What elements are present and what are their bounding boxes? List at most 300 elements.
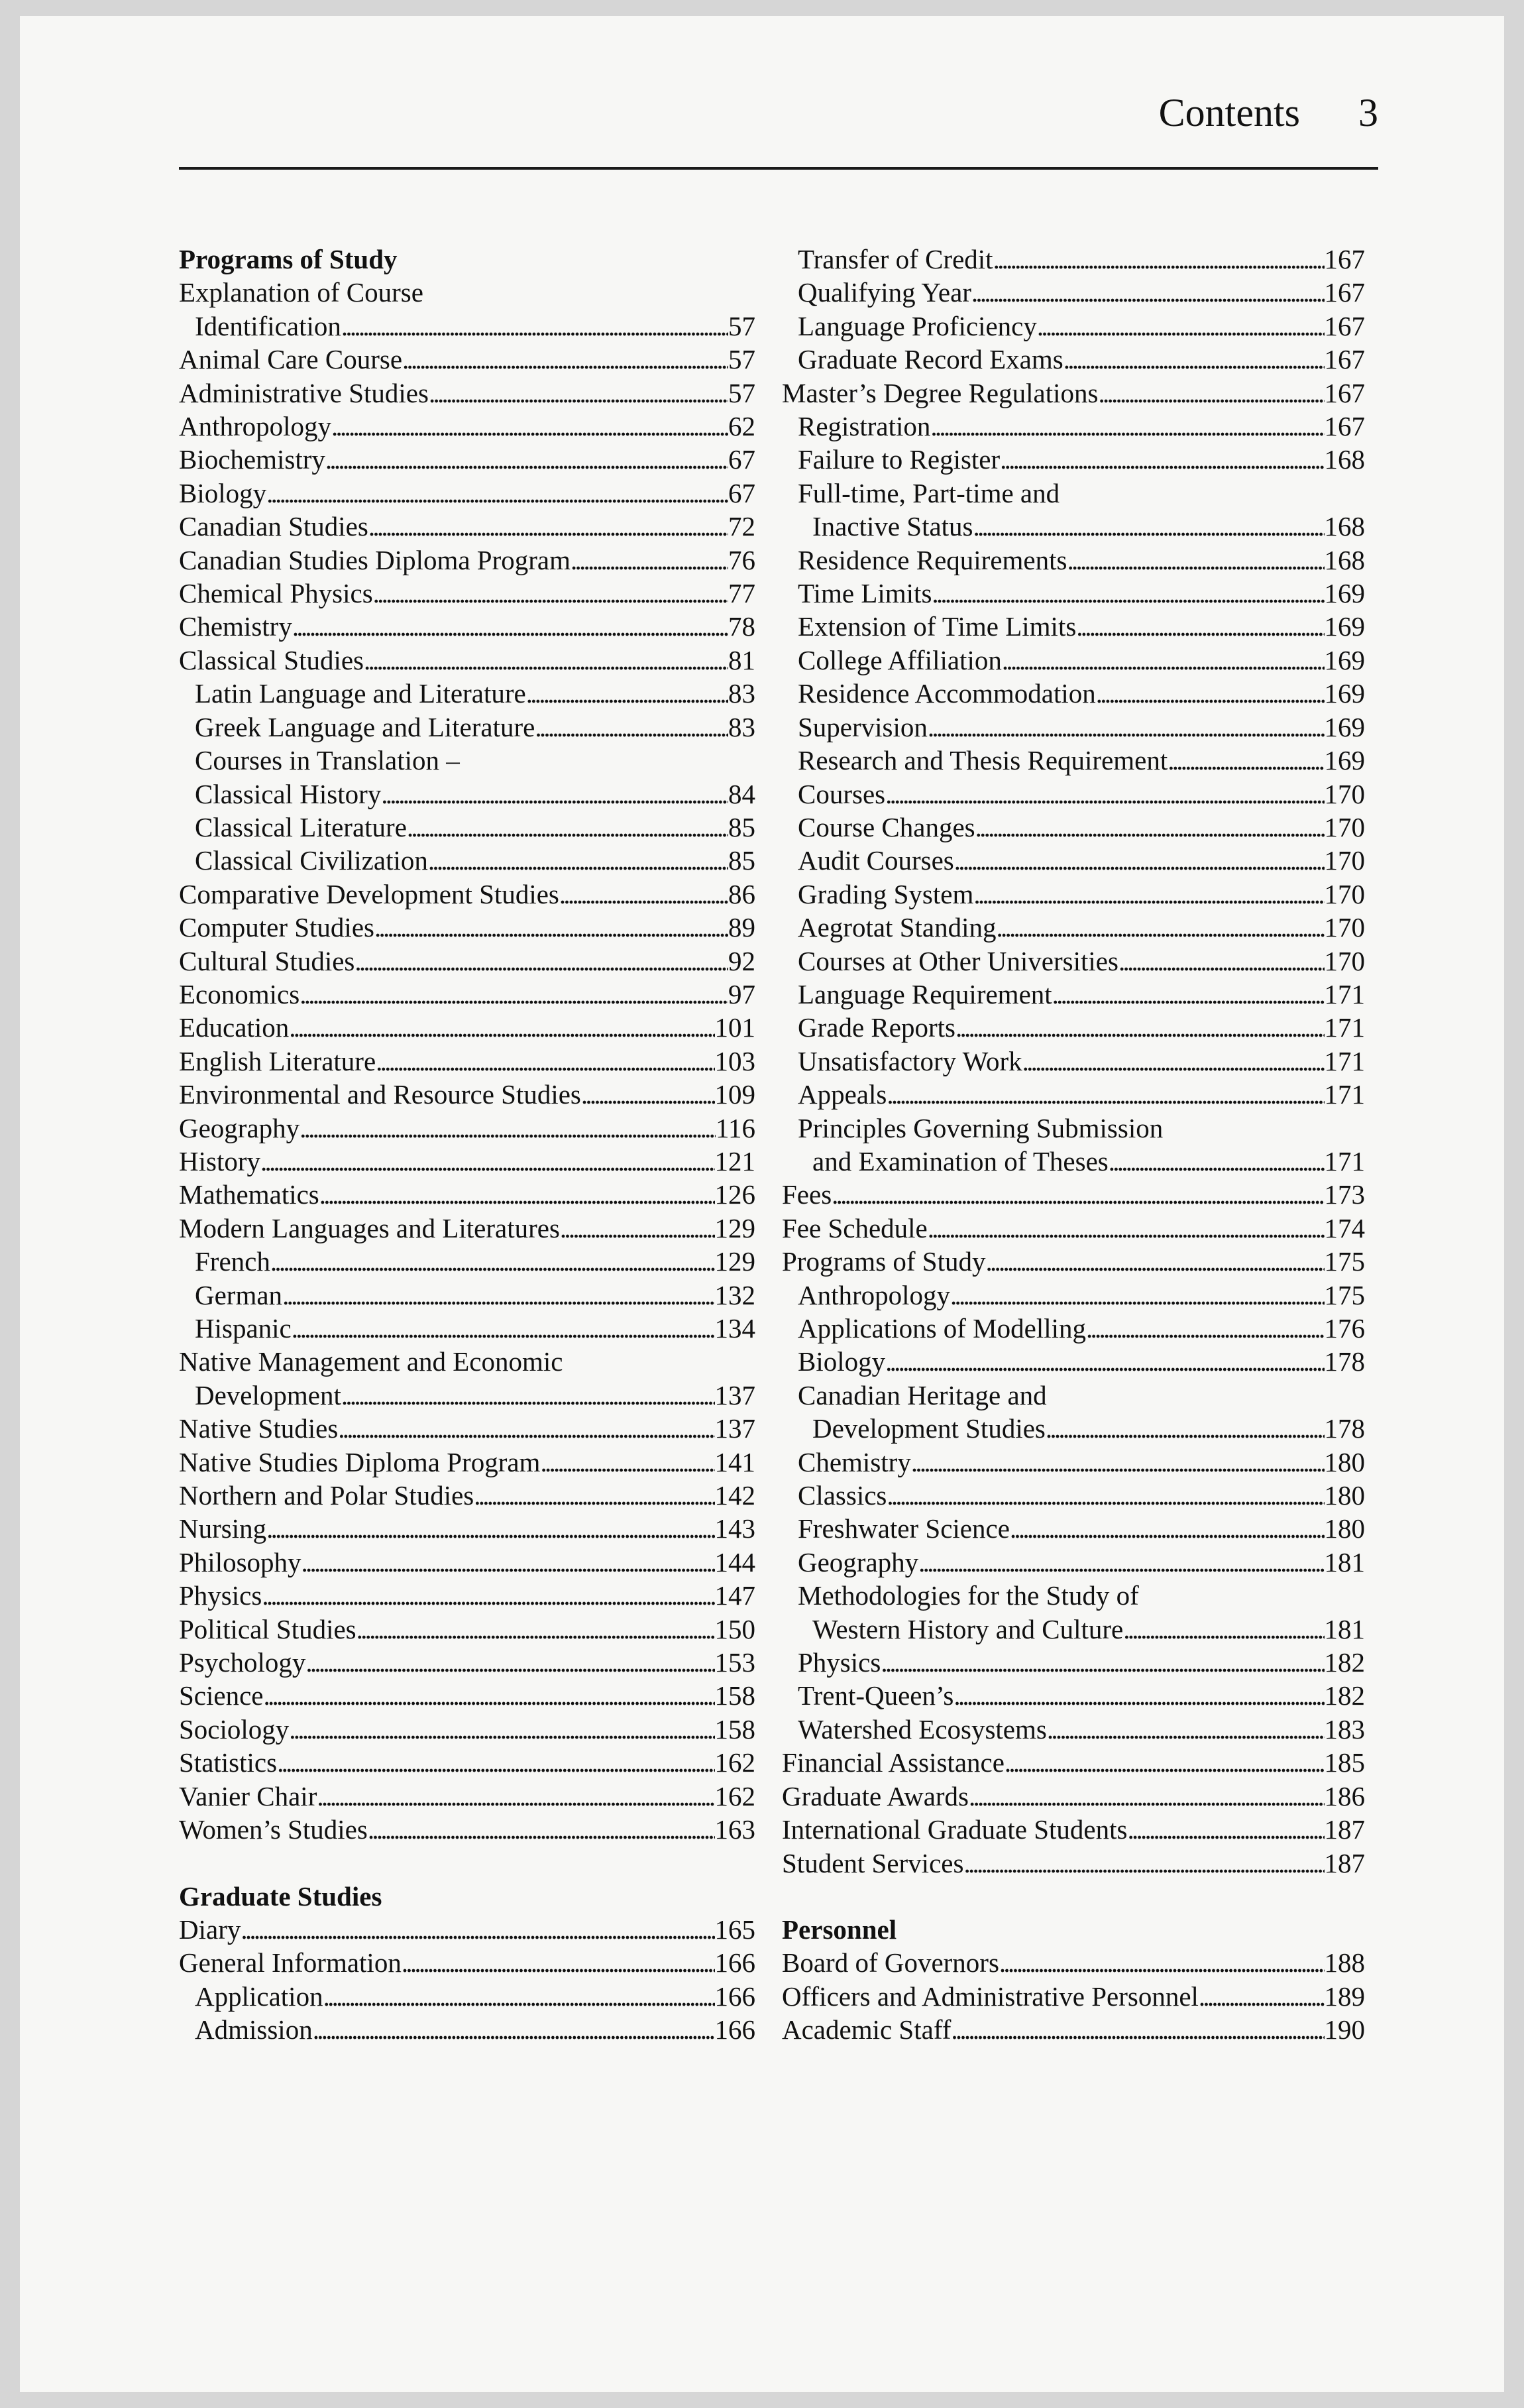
toc-entry-label: Biochemistry bbox=[179, 444, 325, 475]
toc-entry[interactable] bbox=[179, 1279, 755, 1312]
toc-entry[interactable] bbox=[179, 1078, 755, 1111]
toc-entry-page-number: 142 bbox=[714, 1480, 755, 1511]
toc-entry[interactable] bbox=[782, 777, 1365, 811]
toc-entry[interactable] bbox=[179, 1913, 755, 1946]
header-rule bbox=[179, 167, 1378, 170]
toc-entry[interactable] bbox=[782, 744, 1365, 777]
toc-entry[interactable] bbox=[179, 844, 755, 877]
toc-entry[interactable] bbox=[782, 243, 1365, 276]
toc-entry[interactable] bbox=[179, 1512, 755, 1545]
toc-entry[interactable] bbox=[782, 1112, 1365, 1145]
toc-entry-label: Canadian Heritage and bbox=[798, 1379, 1047, 1410]
dot-leader bbox=[540, 1446, 714, 1479]
toc-entry-page-number: 171 bbox=[1324, 1145, 1365, 1176]
toc-entry[interactable] bbox=[782, 1579, 1365, 1612]
toc-entry[interactable] bbox=[782, 1446, 1365, 1479]
dot-leader bbox=[354, 945, 728, 978]
toc-entry[interactable] bbox=[179, 1479, 755, 1512]
toc-entry[interactable] bbox=[782, 1245, 1365, 1278]
toc-entry-page-number: 81 bbox=[728, 644, 755, 675]
toc-entry[interactable] bbox=[179, 410, 755, 443]
toc-entry-page-number: 187 bbox=[1324, 1847, 1365, 1878]
toc-entry-page-number: 141 bbox=[714, 1446, 755, 1477]
toc-entry[interactable] bbox=[179, 1579, 755, 1612]
toc-entry[interactable] bbox=[179, 1312, 755, 1345]
toc-entry[interactable] bbox=[782, 1379, 1365, 1412]
toc-entry[interactable] bbox=[782, 1613, 1365, 1646]
toc-entry-label: Computer Studies bbox=[179, 912, 374, 943]
toc-entry[interactable] bbox=[782, 376, 1365, 410]
toc-entry-page-number: 170 bbox=[1324, 878, 1365, 909]
dot-leader bbox=[282, 1279, 714, 1312]
toc-entry[interactable] bbox=[179, 1946, 755, 1979]
dot-leader bbox=[1109, 1145, 1325, 1178]
dot-leader bbox=[313, 2013, 715, 2046]
toc-entry-label: Anthropology bbox=[179, 411, 332, 442]
toc-entry-label: Trent-Queen’s bbox=[798, 1680, 954, 1711]
toc-entry-page-number: 180 bbox=[1324, 1446, 1365, 1477]
toc-entry[interactable] bbox=[782, 1145, 1365, 1178]
dot-leader bbox=[1063, 343, 1325, 376]
toc-entry[interactable] bbox=[179, 1713, 755, 1746]
toc-entry[interactable] bbox=[179, 544, 755, 577]
toc-entry-page-number: 77 bbox=[728, 578, 755, 609]
dot-leader bbox=[1002, 644, 1325, 677]
toc-entry-label: and Examination of Theses bbox=[812, 1145, 1109, 1176]
toc-entry[interactable] bbox=[179, 1345, 755, 1378]
toc-left-column bbox=[179, 243, 755, 2047]
toc-entry[interactable] bbox=[179, 945, 755, 978]
dot-leader bbox=[368, 1813, 715, 1846]
toc-entry-page-number: 169 bbox=[1324, 745, 1365, 776]
toc-entry-label: Biology bbox=[179, 477, 267, 508]
toc-entry[interactable] bbox=[782, 1980, 1365, 2013]
toc-section-heading: Graduate Studies bbox=[179, 1880, 382, 1912]
toc-entry[interactable] bbox=[782, 410, 1365, 443]
toc-entry-page-number: 57 bbox=[728, 344, 755, 375]
dot-leader bbox=[951, 2013, 1324, 2046]
toc-entry[interactable] bbox=[782, 844, 1365, 877]
toc-entry[interactable] bbox=[782, 644, 1365, 677]
dot-leader bbox=[356, 1613, 715, 1646]
toc-entry-label: International Graduate Students bbox=[782, 1814, 1128, 1845]
toc-entry-label: Explanation of Course bbox=[179, 277, 423, 308]
dot-leader bbox=[1022, 1045, 1325, 1078]
toc-entry-page-number: 67 bbox=[728, 444, 755, 475]
dot-leader bbox=[289, 1713, 714, 1746]
toc-entry[interactable] bbox=[782, 1178, 1365, 1211]
toc-entry-page-number: 137 bbox=[714, 1379, 755, 1410]
toc-entry-label: Women’s Studies bbox=[179, 1814, 368, 1845]
toc-entry-label: Classical Civilization bbox=[195, 845, 428, 876]
dot-leader bbox=[986, 1245, 1325, 1278]
toc-entry[interactable] bbox=[782, 1312, 1365, 1345]
toc-entry-label: Financial Assistance bbox=[782, 1747, 1005, 1778]
dot-leader bbox=[292, 610, 728, 643]
dot-leader bbox=[266, 1512, 714, 1545]
dot-leader bbox=[241, 1913, 714, 1946]
toc-entry[interactable] bbox=[179, 2013, 755, 2046]
toc-entry-label: Grading System bbox=[798, 878, 974, 909]
toc-entry[interactable] bbox=[782, 1646, 1365, 1679]
dot-leader bbox=[338, 1412, 714, 1445]
toc-entry[interactable] bbox=[782, 677, 1365, 710]
toc-entry[interactable] bbox=[179, 1379, 755, 1412]
toc-entry[interactable] bbox=[179, 343, 755, 376]
toc-entry[interactable] bbox=[782, 1479, 1365, 1512]
toc-entry[interactable] bbox=[179, 577, 755, 610]
toc-entry-page-number: 163 bbox=[714, 1814, 755, 1845]
toc-entry-label: Canadian Studies bbox=[179, 511, 368, 542]
toc-entry-label: College Affiliation bbox=[798, 644, 1002, 675]
toc-entry-page-number: 166 bbox=[714, 1980, 755, 2012]
toc-entry-page-number: 185 bbox=[1324, 1747, 1365, 1778]
toc-entry-page-number: 85 bbox=[728, 845, 755, 876]
dot-leader bbox=[1086, 1312, 1324, 1345]
toc-entry[interactable] bbox=[179, 1212, 755, 1245]
toc-entry-label: Chemistry bbox=[798, 1446, 911, 1477]
toc-entry-label: Appeals bbox=[798, 1079, 887, 1110]
toc-entry[interactable] bbox=[782, 477, 1365, 510]
toc-entry[interactable] bbox=[179, 1446, 755, 1479]
dot-leader bbox=[299, 1112, 716, 1145]
dot-leader bbox=[1199, 1980, 1325, 2013]
toc-entry[interactable] bbox=[782, 1813, 1365, 1846]
toc-entry[interactable] bbox=[782, 577, 1365, 610]
toc-entry-page-number: 167 bbox=[1324, 377, 1365, 408]
toc-entry[interactable] bbox=[179, 1045, 755, 1078]
dot-leader bbox=[299, 978, 728, 1011]
toc-entry-label: Vanier Chair bbox=[179, 1780, 317, 1811]
toc-entry[interactable] bbox=[782, 1946, 1365, 1979]
dot-leader bbox=[402, 1946, 715, 1979]
toc-entry-label: Transfer of Credit bbox=[798, 244, 993, 274]
toc-entry-page-number: 126 bbox=[714, 1179, 755, 1210]
dot-leader bbox=[341, 1379, 715, 1412]
toc-entry-label: French bbox=[195, 1246, 270, 1277]
toc-entry-page-number: 109 bbox=[714, 1079, 755, 1110]
toc-entry-label: Course Changes bbox=[798, 811, 975, 842]
toc-entry[interactable] bbox=[782, 443, 1365, 476]
toc-entry-label: Aegrotat Standing bbox=[798, 912, 997, 943]
toc-entry[interactable] bbox=[179, 1813, 755, 1846]
dot-leader bbox=[270, 1245, 715, 1278]
toc-section-heading: Programs of Study bbox=[179, 244, 398, 274]
toc-entry[interactable] bbox=[782, 510, 1365, 543]
toc-entry[interactable] bbox=[179, 1780, 755, 1813]
dot-leader bbox=[975, 811, 1325, 844]
dot-leader bbox=[918, 1546, 1324, 1579]
dot-leader bbox=[1037, 310, 1325, 343]
toc-entry-page-number: 169 bbox=[1324, 578, 1365, 609]
toc-entry-page-number: 170 bbox=[1324, 945, 1365, 976]
toc-entry-label: Programs of Study bbox=[782, 1246, 986, 1277]
dot-leader bbox=[368, 510, 728, 543]
toc-entry[interactable] bbox=[782, 2013, 1365, 2046]
dot-leader bbox=[887, 1479, 1324, 1512]
toc-entry-label: Graduate Record Exams bbox=[798, 344, 1063, 375]
toc-entry-page-number: 167 bbox=[1324, 244, 1365, 274]
toc-entry[interactable] bbox=[179, 777, 755, 811]
toc-entry-page-number: 169 bbox=[1324, 678, 1365, 709]
toc-entry-label: Canadian Studies Diploma Program bbox=[179, 544, 571, 575]
toc-entry-label: Hispanic bbox=[195, 1313, 292, 1344]
toc-entry[interactable] bbox=[179, 1145, 755, 1178]
dot-leader bbox=[571, 544, 728, 577]
toc-entry-page-number: 57 bbox=[728, 377, 755, 408]
dot-leader bbox=[885, 1345, 1324, 1378]
toc-entry[interactable] bbox=[179, 744, 755, 777]
dot-leader bbox=[953, 1679, 1324, 1712]
toc-entry[interactable] bbox=[179, 310, 755, 343]
toc-entry[interactable] bbox=[782, 1078, 1365, 1111]
toc-entry[interactable] bbox=[179, 1178, 755, 1211]
dot-leader bbox=[260, 1145, 715, 1178]
toc-entry-label: Watershed Ecosystems bbox=[798, 1713, 1047, 1745]
toc-entry-label: Fees bbox=[782, 1179, 832, 1210]
dot-leader bbox=[954, 844, 1325, 877]
dot-leader bbox=[381, 777, 728, 811]
toc-entry[interactable] bbox=[782, 310, 1365, 343]
toc-entry[interactable] bbox=[782, 1345, 1365, 1378]
dot-leader bbox=[887, 1078, 1324, 1111]
dot-leader bbox=[289, 1011, 714, 1044]
toc-entry-page-number: 173 bbox=[1324, 1179, 1365, 1210]
dot-leader bbox=[266, 477, 728, 510]
toc-entry-label: Native Management and Economic bbox=[179, 1346, 563, 1377]
toc-entry[interactable] bbox=[782, 1679, 1365, 1712]
toc-entry-label: History bbox=[179, 1145, 260, 1176]
toc-entry-label: Education bbox=[179, 1012, 290, 1043]
toc-entry-label: Classics bbox=[798, 1480, 887, 1511]
toc-entry-page-number: 165 bbox=[714, 1914, 755, 1945]
toc-entry[interactable] bbox=[179, 811, 755, 844]
dot-leader bbox=[581, 1078, 715, 1111]
toc-entry-page-number: 84 bbox=[728, 778, 755, 809]
dot-leader bbox=[277, 1746, 714, 1779]
toc-entry-page-number: 132 bbox=[714, 1279, 755, 1310]
toc-entry-page-number: 170 bbox=[1324, 912, 1365, 943]
toc-entry[interactable] bbox=[782, 1279, 1365, 1312]
toc-entry[interactable] bbox=[782, 945, 1365, 978]
dot-leader bbox=[526, 677, 728, 710]
toc-entry[interactable] bbox=[179, 1646, 755, 1679]
toc-entry-page-number: 57 bbox=[728, 310, 755, 341]
toc-entry-label: Methodologies for the Study of bbox=[798, 1580, 1139, 1611]
dot-leader bbox=[1000, 443, 1324, 476]
dot-leader bbox=[428, 844, 728, 877]
dot-leader bbox=[950, 1279, 1324, 1312]
toc-entry[interactable] bbox=[179, 1011, 755, 1044]
dot-leader bbox=[1118, 945, 1325, 978]
dot-leader bbox=[1052, 978, 1325, 1011]
toc-entry-page-number: 116 bbox=[716, 1112, 755, 1143]
toc-entry[interactable] bbox=[179, 1980, 755, 2013]
toc-entry[interactable] bbox=[782, 544, 1365, 577]
toc-entry-label: Language Requirement bbox=[798, 978, 1052, 1009]
document-page bbox=[20, 16, 1504, 2392]
toc-entry[interactable] bbox=[179, 376, 755, 410]
toc-entry-page-number: 170 bbox=[1324, 811, 1365, 842]
toc-entry-label: Extension of Time Limits bbox=[798, 611, 1077, 642]
toc-entry-page-number: 171 bbox=[1324, 1045, 1365, 1076]
toc-entry-page-number: 83 bbox=[728, 711, 755, 742]
toc-entry-page-number: 182 bbox=[1324, 1647, 1365, 1678]
toc-entry[interactable] bbox=[782, 1746, 1365, 1779]
dot-leader bbox=[993, 243, 1325, 276]
toc-entry-page-number: 183 bbox=[1324, 1713, 1365, 1745]
dot-leader bbox=[973, 510, 1325, 543]
dot-leader bbox=[928, 711, 1325, 744]
toc-entry-label: Qualifying Year bbox=[798, 277, 971, 308]
dot-leader bbox=[969, 1780, 1325, 1813]
toc-entry-label: Western History and Culture bbox=[812, 1613, 1124, 1644]
toc-entry[interactable] bbox=[782, 276, 1365, 309]
dot-leader bbox=[930, 410, 1324, 443]
toc-entry[interactable] bbox=[179, 1412, 755, 1445]
dot-leader bbox=[262, 1579, 714, 1612]
toc-entry[interactable] bbox=[179, 1746, 755, 1779]
toc-entry-label: Sociology bbox=[179, 1713, 290, 1745]
toc-entry[interactable] bbox=[179, 477, 755, 510]
toc-entry-page-number: 158 bbox=[714, 1713, 755, 1745]
toc-entry-label: Classical History bbox=[195, 778, 382, 809]
dot-leader bbox=[373, 577, 728, 610]
toc-entry-page-number: 189 bbox=[1324, 1980, 1365, 2012]
dot-leader bbox=[996, 911, 1324, 944]
toc-entry-page-number: 97 bbox=[728, 978, 755, 1009]
toc-entry-page-number: 178 bbox=[1324, 1346, 1365, 1377]
toc-entry-label: Grade Reports bbox=[798, 1012, 955, 1043]
dot-leader bbox=[971, 276, 1325, 309]
toc-entry-label: Freshwater Science bbox=[798, 1513, 1010, 1544]
dot-leader bbox=[1067, 544, 1324, 577]
toc-entry-label: Unsatisfactory Work bbox=[798, 1045, 1022, 1076]
toc-entry[interactable] bbox=[782, 1780, 1365, 1813]
toc-entry-page-number: 168 bbox=[1324, 511, 1365, 542]
toc-entry-label: Student Services bbox=[782, 1847, 964, 1878]
toc-entry[interactable] bbox=[782, 1011, 1365, 1044]
toc-entry-label: Modern Languages and Literatures bbox=[179, 1212, 560, 1243]
toc-entry-page-number: 171 bbox=[1324, 1012, 1365, 1043]
toc-entry-label: Geography bbox=[179, 1112, 300, 1143]
toc-entry[interactable] bbox=[179, 610, 755, 643]
toc-entry-label: Development bbox=[195, 1379, 341, 1410]
toc-entry-label: Inactive Status bbox=[812, 511, 973, 542]
toc-entry-label: Classical Studies bbox=[179, 644, 364, 675]
toc-entry-label: German bbox=[195, 1279, 283, 1310]
toc-section-heading: Personnel bbox=[782, 1914, 897, 1945]
toc-entry-label: Admission bbox=[195, 2014, 313, 2045]
toc-entry-label: Master’s Degree Regulations bbox=[782, 377, 1099, 408]
toc-entry-page-number: 143 bbox=[714, 1513, 755, 1544]
toc-entry[interactable] bbox=[179, 1245, 755, 1278]
toc-entry-page-number: 76 bbox=[728, 544, 755, 575]
dot-leader bbox=[376, 1045, 714, 1078]
toc-entry-page-number: 158 bbox=[714, 1680, 755, 1711]
toc-entry[interactable] bbox=[782, 811, 1365, 844]
toc-entry[interactable] bbox=[782, 878, 1365, 911]
toc-entry-label: Graduate Awards bbox=[782, 1780, 969, 1811]
toc-entry[interactable] bbox=[179, 711, 755, 744]
toc-entry[interactable] bbox=[782, 1847, 1365, 1880]
toc-entry-label: Physics bbox=[179, 1580, 262, 1611]
dot-leader bbox=[325, 443, 728, 476]
toc-entry[interactable] bbox=[782, 911, 1365, 944]
toc-entry[interactable] bbox=[782, 978, 1365, 1011]
toc-entry-label: Classical Literature bbox=[195, 811, 407, 842]
toc-entry-label: Time Limits bbox=[798, 578, 932, 609]
toc-entry-label: Academic Staff bbox=[782, 2014, 952, 2045]
toc-entry[interactable] bbox=[782, 1713, 1365, 1746]
toc-entry-page-number: 150 bbox=[714, 1613, 755, 1644]
toc-entry[interactable] bbox=[782, 343, 1365, 376]
toc-entry[interactable] bbox=[179, 1613, 755, 1646]
toc-entry-page-number: 89 bbox=[728, 912, 755, 943]
toc-entry[interactable] bbox=[179, 443, 755, 476]
toc-entry[interactable] bbox=[179, 510, 755, 543]
toc-entry[interactable] bbox=[782, 610, 1365, 643]
toc-entry-label: Residence Requirements bbox=[798, 544, 1067, 575]
toc-entry-label: Anthropology bbox=[798, 1279, 951, 1310]
toc-entry[interactable] bbox=[179, 1112, 755, 1145]
toc-entry[interactable] bbox=[782, 711, 1365, 744]
toc-entry-page-number: 188 bbox=[1324, 1947, 1365, 1978]
toc-entry-page-number: 78 bbox=[728, 611, 755, 642]
dot-leader bbox=[301, 1546, 715, 1579]
toc-entry[interactable] bbox=[179, 878, 755, 911]
toc-entry[interactable] bbox=[782, 1412, 1365, 1445]
toc-entry-page-number: 174 bbox=[1324, 1212, 1365, 1243]
toc-entry-label: Biology bbox=[798, 1346, 886, 1377]
toc-entry-label: Native Studies bbox=[179, 1413, 339, 1444]
dot-leader bbox=[999, 1946, 1325, 1979]
dot-leader bbox=[305, 1646, 714, 1679]
toc-entry[interactable] bbox=[179, 677, 755, 710]
toc-entry[interactable] bbox=[179, 1679, 755, 1712]
dot-leader bbox=[319, 1178, 715, 1211]
toc-entry-label: Identification bbox=[195, 310, 341, 341]
dot-leader bbox=[402, 343, 728, 376]
dot-leader bbox=[559, 878, 728, 911]
toc-entry[interactable] bbox=[782, 1212, 1365, 1245]
toc-entry[interactable] bbox=[179, 911, 755, 944]
dot-leader bbox=[323, 1980, 715, 2013]
dot-leader bbox=[885, 777, 1324, 811]
toc-entry-page-number: 169 bbox=[1324, 711, 1365, 742]
dot-leader bbox=[341, 310, 728, 343]
toc-entry[interactable] bbox=[782, 1546, 1365, 1579]
toc-entry-page-number: 171 bbox=[1324, 1079, 1365, 1110]
toc-entry-label: Mathematics bbox=[179, 1179, 319, 1210]
toc-entry-page-number: 92 bbox=[728, 945, 755, 976]
toc-entry-page-number: 137 bbox=[714, 1413, 755, 1444]
toc-entry[interactable] bbox=[782, 1045, 1365, 1078]
toc-entry[interactable] bbox=[179, 1546, 755, 1579]
toc-entry[interactable] bbox=[179, 276, 755, 309]
toc-entry-label: Fee Schedule bbox=[782, 1212, 928, 1243]
toc-entry[interactable] bbox=[179, 978, 755, 1011]
toc-entry-page-number: 85 bbox=[728, 811, 755, 842]
dot-leader bbox=[263, 1679, 714, 1712]
toc-entry-page-number: 67 bbox=[728, 477, 755, 508]
page-header bbox=[179, 90, 1378, 136]
toc-right-column bbox=[782, 243, 1365, 2047]
dot-leader bbox=[1098, 376, 1324, 410]
toc-entry[interactable] bbox=[782, 1512, 1365, 1545]
dot-leader bbox=[474, 1479, 714, 1512]
toc-entry[interactable] bbox=[179, 644, 755, 677]
